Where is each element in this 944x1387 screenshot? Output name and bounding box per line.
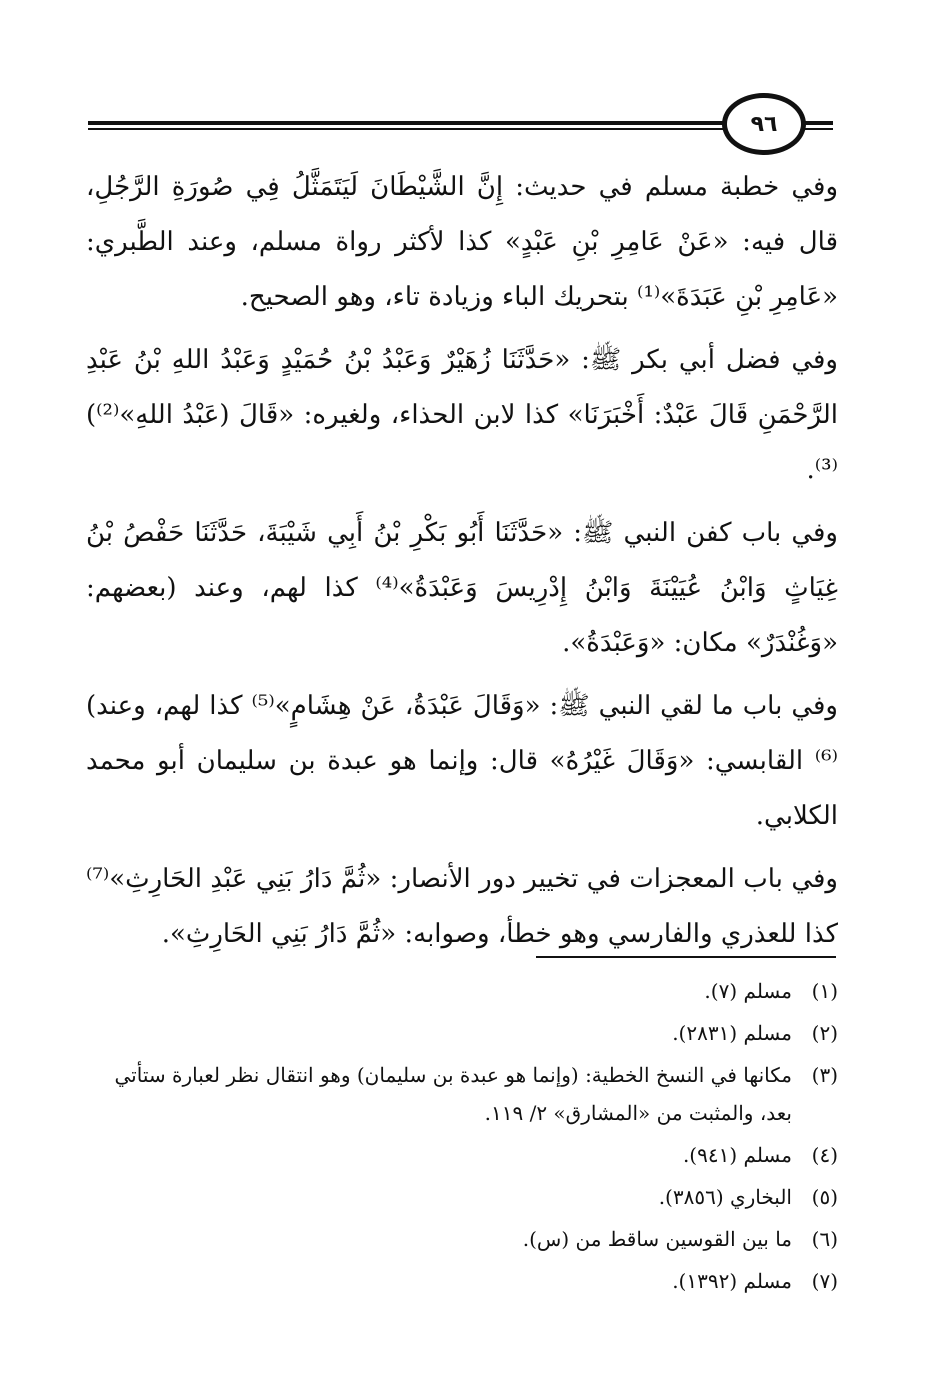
footnote-number: (١) [811,979,838,1003]
footnote-text: مسلم (١٣٩٢). [672,1269,792,1293]
footnote-number: (٣) [811,1063,838,1087]
paragraph: وفي خطبة مسلم في حديث: إِنَّ الشَّيْطَانَ لَيَتَمَثَّلُ فِي صُورَةِ الرَّجُلِ، قال فيه: «عَنْ عَامِرِ بْنِ عَبْدٍ» كذا لأكثر رواة مسلم، وعند الطَّبري: «عَامِرِ بْنِ عَبَدَةَ»⁽¹⁾ بتحريك الباء وزيادة تاء، وهو الصحيح. [86,172,838,312]
paragraph: وفي فضل أبي بكر ﷺ: «حَدَّثَنَا زُهَيْرٌ وَعَبْدُ بْنُ حُمَيْدٍ وَعَبْدُ اللهِ بْنُ عَبْدِ الرَّحْمَنِ قَالَ عَبْدٌ: أَخْبَرَنَا» كذا لابن الحذاء، ولغيره: «قَالَ (عَبْدُ اللهِ»⁽²⁾)⁽³⁾. [86,345,838,485]
main-text [86,160,838,970]
footnote-number: (٤) [811,1143,838,1167]
footnote-text: مسلم (٢٨٣١). [672,1021,792,1045]
paragraph: وفي باب المعجزات في تخيير دور الأنصار: «ثُمَّ دَارُ بَنِي عَبْدِ الحَارِثِ»⁽⁷⁾ كذا للعذري والفارسي وهو خطأ، وصوابه: «ثُمَّ دَارُ بَنِي الحَارِثِ». [86,864,838,949]
footnote-text: مكانها في النسخ الخطية: (وإنما هو عبدة بن سليمان) وهو انتقال نظر لعبارة ستأتي بعد، والمثبت من «المشارق» ٢/ ١١٩. [114,1063,792,1125]
footnotes [86,972,838,1304]
footnote-number: (٧) [811,1269,838,1293]
footnote [86,1056,838,1132]
footnote-number: (٥) [811,1185,838,1209]
footnote-text: ما بين القوسين ساقط من (س). [522,1227,792,1251]
footnote [86,972,838,1010]
footnote [86,1262,838,1300]
footnote-number: (٦) [811,1227,838,1251]
footnote [86,1136,838,1174]
footnote-text: البخاري (٣٨٥٦). [658,1185,792,1209]
paragraph: وفي باب كفن النبي ﷺ: «حَدَّثَنَا أَبُو بَكْرِ بْنُ أَبِي شَيْبَةَ، حَدَّثَنَا حَفْصُ بْنُ غِيَاثٍ وَابْنُ عُيَيْنَةَ وَابْنُ إِدْرِيسَ وَعَبْدَةُ»⁽⁴⁾ كذا لهم، وعند (بعضهم: «وَغُنْدَرٌ» مكان: «وَعَبْدَةُ». [86,518,838,658]
footnote [86,1178,838,1216]
footnote-number: (٢) [811,1021,838,1045]
footnote-text: مسلم (٧). [704,979,792,1003]
paragraph: وفي باب ما لقي النبي ﷺ: «وَقَالَ عَبْدَةُ، عَنْ هِشَامٍ»⁽⁵⁾ كذا لهم، وعند)⁽⁶⁾ القابسي: «وَقَالَ غَيْرُهُ» قال: وإنما هو عبدة بن سليمان أبو محمد الكلابي. [86,691,838,831]
footnote [86,1220,838,1258]
footnote-separator [536,956,836,958]
page-number-badge [722,93,806,155]
footnote [86,1014,838,1052]
footnote-text: مسلم (٩٤١). [682,1143,792,1167]
page-number: ٩٦ [750,111,778,137]
header-rule-thin-line [88,128,833,130]
